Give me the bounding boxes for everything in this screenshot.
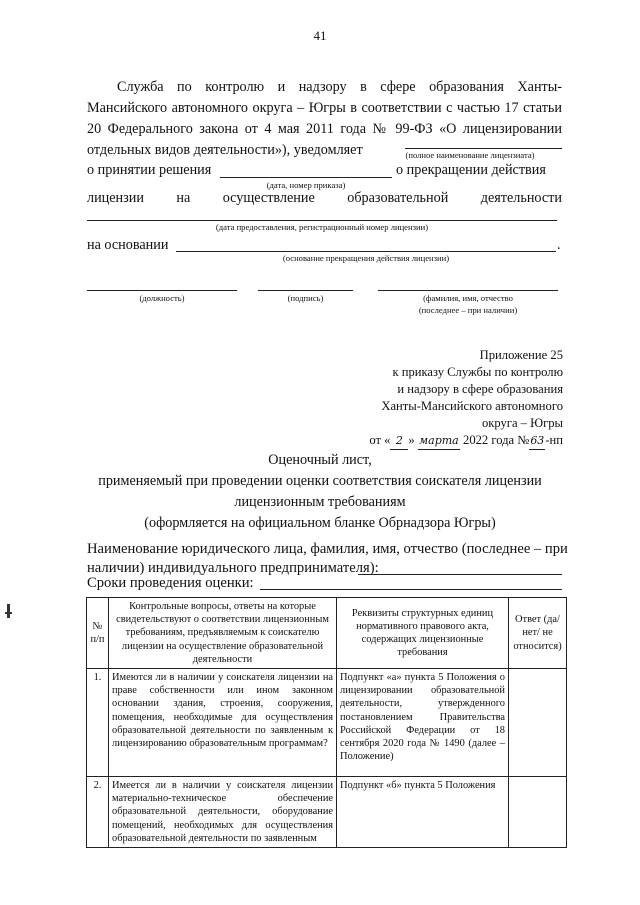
form-title-line: лицензионным требованиям	[234, 494, 406, 510]
period-line	[260, 589, 562, 590]
signature-caption: (подпись)	[287, 293, 324, 303]
appendix-block	[300, 347, 563, 450]
basis-caption: (основание прекращения действия лицензии)	[282, 253, 450, 263]
fullname-caption-1: (фамилия, имя, отчество	[423, 293, 513, 303]
position-line	[87, 290, 237, 291]
period-label: Сроки проведения оценки:	[87, 575, 254, 591]
appendix-line: и надзору в сфере образования	[397, 382, 563, 396]
applicant-name-label-2: наличии) индивидуального предпринимателя):	[87, 560, 379, 576]
handwritten-day: 2	[390, 432, 408, 450]
header-answer: Ответ (да/нет/ не относится)	[509, 598, 567, 669]
licensee-line	[405, 148, 562, 149]
appendix-line: к приказу Службы по контролю	[392, 365, 563, 379]
decision-date-caption: (дата, номер приказа)	[266, 180, 346, 190]
appendix-line: Ханты-Мансийского автономного	[381, 399, 563, 413]
row-question: Имеется ли в наличии у соискателя лицензии материально-техническое обеспечение образовательной деятельности, оборудование помещений, необходимых для осуществления образовательной деятельности по заявленным	[109, 777, 337, 848]
handwritten-month: марта	[418, 432, 460, 450]
fullname-line	[378, 290, 558, 291]
basis-label: на основании	[87, 237, 169, 253]
row-answer-cell[interactable]	[509, 669, 567, 777]
header-reference: Реквизиты структурных единиц нормативного правового акта, содержащих лицензионные требования	[337, 598, 509, 669]
scan-mark	[5, 612, 12, 614]
evaluation-table	[86, 597, 567, 848]
activity-word: лицензии	[87, 190, 144, 206]
decision-suffix: о прекращении действия	[396, 162, 546, 178]
header-question: Контрольные вопросы, ответы на которые свидетельствуют о соответствии лицензионным требованиям, предъявляемым к соискателю лицензии на осуществление образовательной деятельности	[109, 598, 337, 669]
fullname-caption-2: (последнее – при наличии)	[418, 305, 518, 315]
row-reference: Подпункт «а» пункта 5 Положения о лицензировании образовательной деятельности, утвержденного постановлением Правительства Российской Федерации от 18 сентября 2020 года № 1490 (далее – Положение)	[337, 669, 509, 777]
signature-line	[258, 290, 353, 291]
scan-mark	[7, 604, 10, 618]
appendix-line: Приложение 25	[479, 348, 563, 362]
table-header-row	[87, 598, 567, 669]
decision-date-line	[220, 177, 392, 178]
row-answer-cell[interactable]	[509, 777, 567, 848]
position-caption: (должность)	[139, 293, 185, 303]
license-date-line	[87, 220, 557, 221]
notice-paragraph: Служба по контролю и надзору в сфере образования Ханты-Мансийского автономного округа – Югры в соответствии с частью 17 статьи 20 Федерального закона от 4 мая 2011 года № 99-ФЗ «О лицензировании отдельных видов деятельности»), уведомляет	[87, 79, 562, 158]
form-title-line: Оценочный лист,	[268, 452, 372, 468]
appendix-date: от « 2 » марта 2022 года №63-нп	[300, 432, 563, 450]
form-title-line: применяемый при проведении оценки соответствия соискателя лицензии	[98, 473, 542, 489]
basis-end: .	[557, 237, 561, 253]
activity-word: образовательной	[347, 190, 449, 206]
form-subtitle: (оформляется на официальном бланке Обрнадзора Югры)	[144, 515, 496, 531]
handwritten-number: 63	[529, 432, 545, 450]
activity-word: деятельности	[480, 190, 562, 206]
row-number: 1.	[87, 669, 109, 777]
activity-word: на	[176, 190, 191, 206]
page-number: 41	[313, 28, 327, 43]
basis-line	[176, 251, 556, 252]
applicant-name-label-1: Наименование юридического лица, фамилия, имя, отчество (последнее – при	[87, 541, 568, 557]
form-title	[60, 450, 580, 534]
applicant-name-line	[358, 574, 562, 575]
appendix-line: округа – Югры	[481, 416, 563, 430]
header-number: № п/п	[87, 598, 109, 669]
table-row	[87, 669, 567, 777]
activity-word: осуществление	[222, 190, 315, 206]
license-date-caption: (дата предоставления, регистрационный номер лицензии)	[215, 222, 429, 232]
activity-line	[87, 188, 562, 209]
row-question: Имеются ли в наличии у соискателя лицензии на праве собственности или ином законном основании здания, строения, сооружения, помещения, необходимые для осуществления образовательной деятельности по заявленным к лицензированию образовательным программам?	[109, 669, 337, 777]
licensee-caption: (полное наименование лицензиата)	[405, 150, 535, 160]
table-row	[87, 777, 567, 848]
decision-prefix: о принятии решения	[87, 162, 212, 178]
row-reference: Подпункт «б» пункта 5 Положения	[337, 777, 509, 848]
row-number: 2.	[87, 777, 109, 848]
